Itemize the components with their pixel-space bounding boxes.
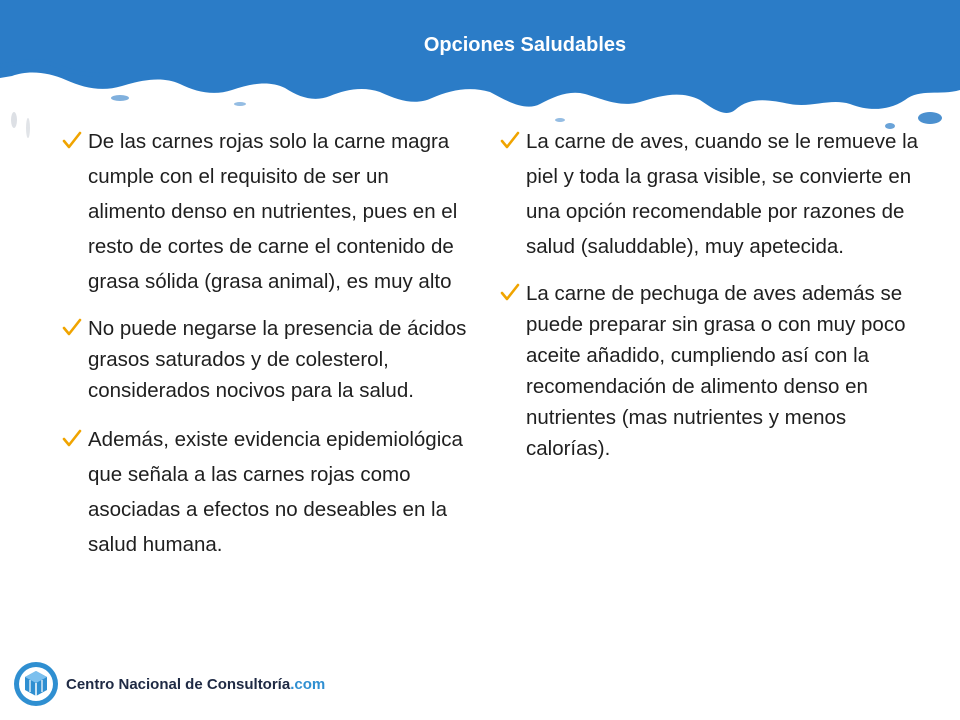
list-item [500,278,920,464]
list-item [500,124,920,264]
bullet-text: La carne de pechuga de aves además se puede preparar sin grasa o con muy poco aceite añadido, cumpliendo así con la recomendación de alimento denso en nutrientes (mas nutrientes y menos calorías). [526,282,906,460]
right-column [500,124,920,480]
logo-text: Centro Nacional de Consultoría.com [66,676,326,693]
bullet-text: De las carnes rojas solo la carne magra cumple con el requisito de ser un alimento denso en nutrientes, pues en el resto de cortes de carne el contenido de grasa sólida (grasa animal), es muy alto [88,130,458,293]
bullet-text: No puede negarse la presencia de ácidos grasos saturados y de colesterol, considerados nocivos para la salud. [88,317,467,402]
slide-title: Opciones Saludables [423,34,627,56]
left-column [62,124,467,576]
list-item [62,422,467,562]
list-item [62,313,467,406]
checkmark-icon [500,283,520,303]
bullet-text: La carne de aves, cuando se le remueve la piel y toda la grasa visible, se convierte en una opción recomendable por razones de salud (saluddable), muy apetecida. [526,130,919,258]
checkmark-icon [62,429,82,449]
list-item [62,124,467,299]
company-logo [12,660,332,710]
bullet-text: Además, existe evidencia epidemiológica que señala a las carnes rojas como asociadas a efectos no deseables en la salud humana. [88,428,463,556]
checkmark-icon [62,318,82,338]
ccn-cube-logo-icon [12,660,60,708]
checkmark-icon [500,131,520,151]
checkmark-icon [62,131,82,151]
